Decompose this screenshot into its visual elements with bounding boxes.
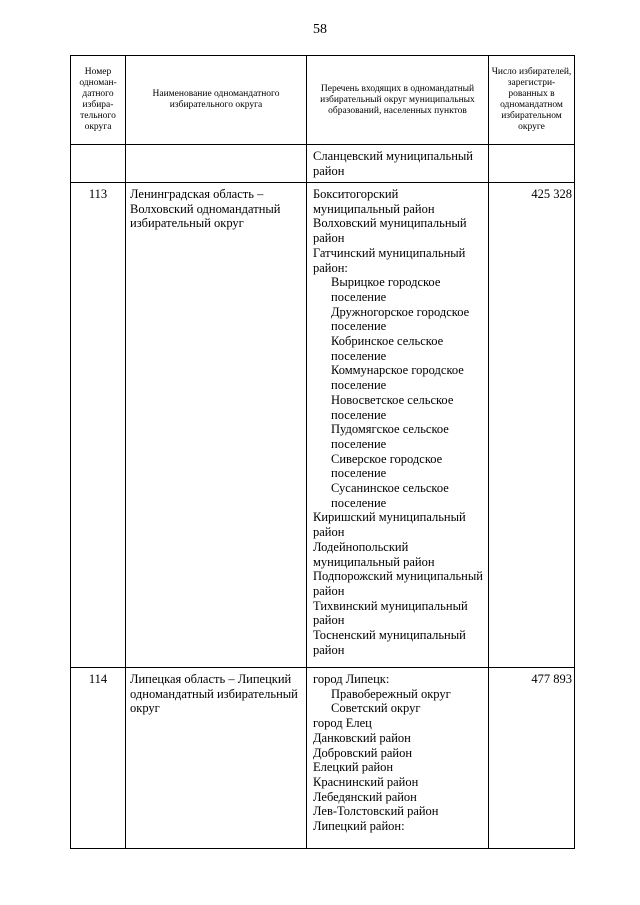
municipality-item: Гатчинский муниципальный район:: [313, 245, 466, 275]
header-district-name: Наименование одномандатного избирательного округа: [126, 56, 307, 145]
settlement-item: Вырицкое городское поселение: [331, 275, 441, 304]
municipality-item: Краснинский район: [313, 774, 419, 789]
settlement-item: Советский округ: [331, 701, 421, 716]
header-municipalities: Перечень входящих в одномандатный избирательный округ муниципальных образований, населенных пунктов: [307, 56, 489, 145]
header-district-number: Номер одноман-датного избира-тельного округа: [71, 56, 126, 145]
municipality-item: Липецкий район:: [313, 819, 405, 834]
continuation-line: район: [313, 163, 345, 178]
municipality-list: [307, 668, 489, 849]
municipality-item: Подпорожский муниципальный район: [313, 569, 483, 598]
settlement-item: Сусанинское сельское поселение: [331, 481, 449, 510]
municipality-item: Елецкий район: [313, 760, 394, 775]
districts-table: [70, 55, 575, 849]
continuation-line: Сланцевский муниципальный: [313, 149, 473, 163]
municipality-item: Киришский муниципальный район: [313, 510, 466, 540]
table-row: [71, 668, 575, 849]
settlement-item: Дружногорское городское поселение: [331, 304, 470, 334]
municipality-item: Бокситогорский муниципальный район: [313, 187, 435, 216]
district-number: 114: [71, 668, 126, 849]
table-header-row: [71, 56, 575, 145]
municipality-item: Волховский муниципальный район: [313, 216, 467, 246]
table-row: [71, 183, 575, 668]
district-name: Ленинградская область – Волховский одномандатный избирательный округ: [126, 183, 307, 668]
municipality-item: Тосненский муниципальный район: [313, 628, 466, 657]
continuation-items: [307, 145, 489, 183]
settlement-item: Коммунарское городское поселение: [331, 363, 464, 393]
municipality-item: город Липецк:: [313, 672, 390, 686]
municipality-item: Лев-Толстовский район: [313, 804, 439, 819]
continuation-row: [71, 145, 575, 183]
municipality-item: Лодейнопольский муниципальный район: [313, 539, 435, 569]
settlement-item: Новосветское сельское поселение: [331, 392, 454, 422]
settlement-item: Сиверское городское поселение: [331, 451, 443, 481]
settlement-item: Правобережный округ: [331, 686, 451, 701]
municipality-list: [307, 183, 489, 668]
voter-count: 477 893: [489, 668, 575, 849]
municipality-item: город Елец: [313, 716, 372, 731]
settlement-item: Пудомягское сельское поселение: [331, 422, 449, 451]
municipality-item: Данковский район: [313, 730, 411, 745]
voter-count: 425 328: [489, 183, 575, 668]
municipality-item: Лебедянский район: [313, 789, 417, 804]
municipality-item: Тихвинский муниципальный район: [313, 598, 468, 628]
header-voter-count: Число избирателей, зарегистри-рованных в одномандатном избирательном округе: [489, 56, 575, 145]
settlement-item: Кобринское сельское поселение: [331, 334, 444, 363]
municipality-item: Добровский район: [313, 745, 413, 760]
page-number: 58: [313, 22, 327, 37]
district-name: Липецкая область – Липецкий одномандатный избирательный округ: [126, 668, 307, 849]
district-number: 113: [71, 183, 126, 668]
